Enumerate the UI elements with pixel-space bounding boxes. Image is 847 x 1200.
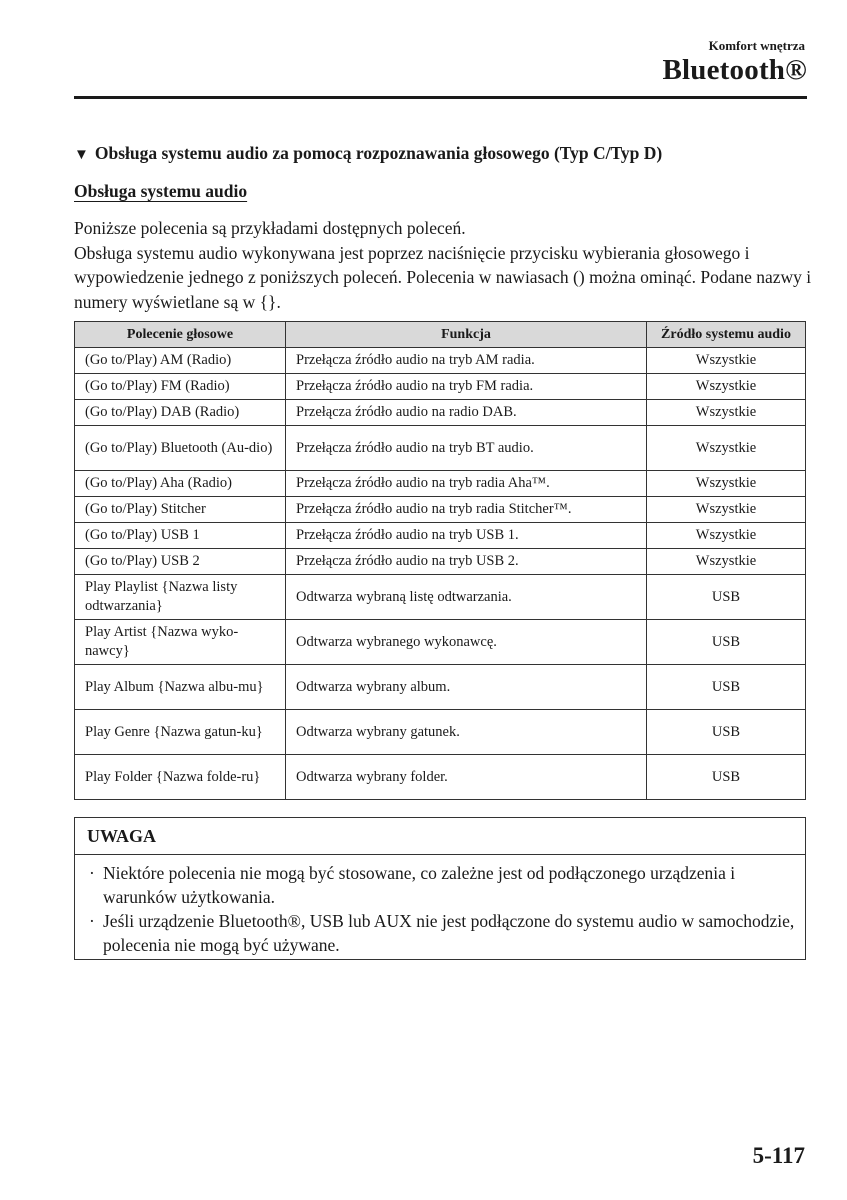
table-row bbox=[75, 710, 806, 755]
triangle-down-icon: ▼ bbox=[74, 147, 89, 163]
cell-function: Przełącza źródło audio na tryb radia Aha™. bbox=[286, 471, 647, 497]
note-item-text: Niektóre polecenia nie mogą być stosowane, co zależne jest od podłączonego urządzenia i warunków użytkowania. bbox=[103, 863, 736, 907]
cell-function: Przełącza źródło audio na tryb USB 1. bbox=[286, 523, 647, 549]
cell-source: Wszystkie bbox=[647, 497, 806, 523]
table-header-row bbox=[75, 322, 806, 348]
cell-source: Wszystkie bbox=[647, 426, 806, 471]
cell-function: Przełącza źródło audio na tryb FM radia. bbox=[286, 374, 647, 400]
cell-source: Wszystkie bbox=[647, 400, 806, 426]
cell-source: USB bbox=[647, 755, 806, 800]
section-heading bbox=[74, 143, 662, 164]
cell-command: (Go to/Play) Stitcher bbox=[75, 497, 286, 523]
table-row bbox=[75, 374, 806, 400]
column-header-function: Funkcja bbox=[286, 322, 647, 348]
note-item bbox=[89, 909, 795, 957]
table-row bbox=[75, 400, 806, 426]
note-item-text: Jeśli urządzenie Bluetooth®, USB lub AUX nie jest podłączone do systemu audio w samochodzie, polecenia nie mogą być używane. bbox=[103, 911, 795, 955]
cell-command: (Go to/Play) Bluetooth (Au-dio) bbox=[75, 426, 286, 471]
cell-source: USB bbox=[647, 620, 806, 665]
cell-source: Wszystkie bbox=[647, 348, 806, 374]
cell-command: Play Playlist {Nazwa listy odtwarzania} bbox=[75, 575, 286, 620]
header-divider bbox=[74, 96, 807, 99]
cell-function: Odtwarza wybranego wykonawcę. bbox=[286, 620, 647, 665]
cell-source: Wszystkie bbox=[647, 523, 806, 549]
note-body bbox=[75, 855, 805, 957]
intro-paragraph: Obsługa systemu audio wykonywana jest poprzez naciśnięcie przycisku wybierania głosowego i wypowiedzenie jednego z poniższych poleceń. Polecenia w nawiasach () można ominąć. Podane nazwy i numery wyświetlane są w {}. bbox=[74, 242, 812, 312]
bullet-icon: · bbox=[89, 863, 95, 883]
voice-commands-table bbox=[74, 321, 806, 800]
page-title: Bluetooth® bbox=[662, 54, 807, 86]
table-row bbox=[75, 497, 806, 523]
cell-command: Play Album {Nazwa albu-mu} bbox=[75, 665, 286, 710]
bullet-icon: · bbox=[89, 911, 95, 931]
cell-function: Przełącza źródło audio na tryb BT audio. bbox=[286, 426, 647, 471]
note-item bbox=[89, 861, 795, 909]
table-row bbox=[75, 755, 806, 800]
cell-source: Wszystkie bbox=[647, 549, 806, 575]
column-header-command: Polecenie głosowe bbox=[75, 322, 286, 348]
cell-source: Wszystkie bbox=[647, 471, 806, 497]
cell-function: Odtwarza wybrany gatunek. bbox=[286, 710, 647, 755]
cell-command: (Go to/Play) Aha (Radio) bbox=[75, 471, 286, 497]
table-row bbox=[75, 665, 806, 710]
sub-heading: Obsługa systemu audio bbox=[74, 181, 248, 201]
cell-function: Odtwarza wybraną listę odtwarzania. bbox=[286, 575, 647, 620]
cell-source: USB bbox=[647, 575, 806, 620]
intro-text bbox=[74, 216, 814, 314]
cell-command: (Go to/Play) USB 2 bbox=[75, 549, 286, 575]
cell-command: (Go to/Play) DAB (Radio) bbox=[75, 400, 286, 426]
cell-function: Przełącza źródło audio na radio DAB. bbox=[286, 400, 647, 426]
cell-command: (Go to/Play) FM (Radio) bbox=[75, 374, 286, 400]
cell-function: Przełącza źródło audio na tryb USB 2. bbox=[286, 549, 647, 575]
page-number: 5-117 bbox=[752, 1143, 805, 1168]
cell-command: Play Genre {Nazwa gatun-ku} bbox=[75, 710, 286, 755]
cell-function: Odtwarza wybrany album. bbox=[286, 665, 647, 710]
table-row bbox=[75, 471, 806, 497]
cell-command: Play Folder {Nazwa folde-ru} bbox=[75, 755, 286, 800]
table-row bbox=[75, 523, 806, 549]
column-header-source: Źródło systemu audio bbox=[647, 322, 806, 348]
intro-paragraph: Poniższe polecenia są przykładami dostępnych poleceń. bbox=[74, 218, 466, 238]
cell-source: Wszystkie bbox=[647, 374, 806, 400]
cell-command: Play Artist {Nazwa wyko-nawcy} bbox=[75, 620, 286, 665]
table-row bbox=[75, 549, 806, 575]
table-row bbox=[75, 348, 806, 374]
cell-function: Odtwarza wybrany folder. bbox=[286, 755, 647, 800]
cell-source: USB bbox=[647, 665, 806, 710]
note-title: UWAGA bbox=[75, 818, 805, 855]
cell-command: (Go to/Play) USB 1 bbox=[75, 523, 286, 549]
table-row bbox=[75, 620, 806, 665]
header-section-label: Komfort wnętrza bbox=[708, 38, 805, 53]
table-row bbox=[75, 575, 806, 620]
cell-function: Przełącza źródło audio na tryb radia Stitcher™. bbox=[286, 497, 647, 523]
cell-function: Przełącza źródło audio na tryb AM radia. bbox=[286, 348, 647, 374]
table-row bbox=[75, 426, 806, 471]
cell-source: USB bbox=[647, 710, 806, 755]
note-box bbox=[74, 817, 806, 960]
cell-command: (Go to/Play) AM (Radio) bbox=[75, 348, 286, 374]
section-heading-text: Obsługa systemu audio za pomocą rozpoznawania głosowego (Typ C/Typ D) bbox=[94, 143, 663, 163]
